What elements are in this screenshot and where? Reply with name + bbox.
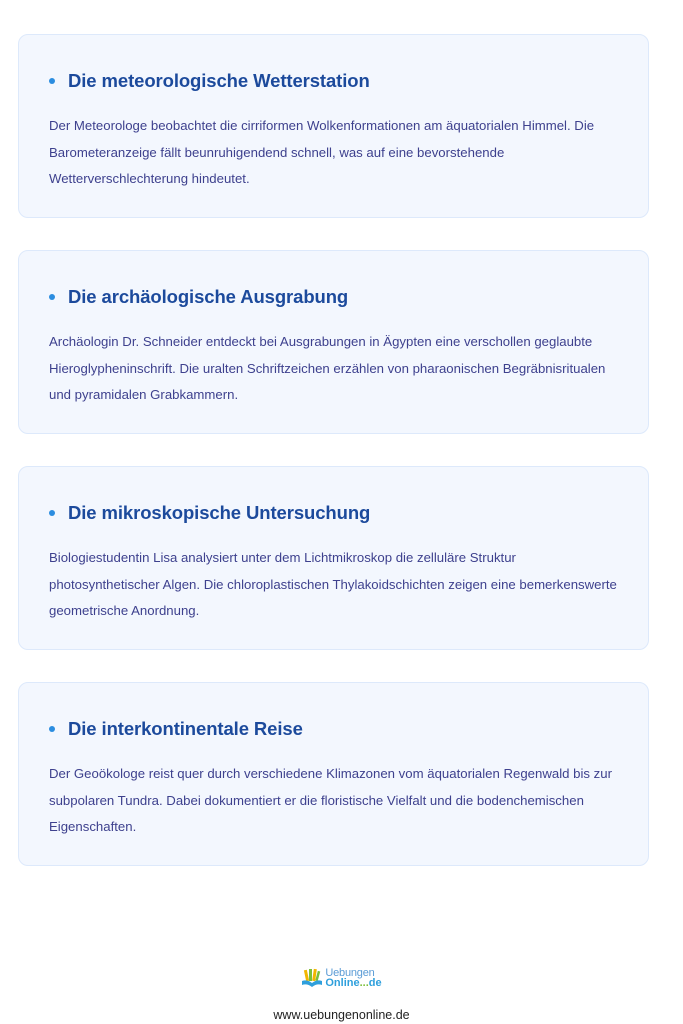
site-logo[interactable] [301,965,381,991]
bullet-icon [49,510,55,516]
logo-online: Online [325,977,360,989]
card-body: Der Meteorologe beobachtet die cirriformen Wolkenformationen am äquatorialen Himmel. Die Barometeranzeige fällt beunruhigendend schnell, was auf eine bevorstehende Wetterverschlechterung hindeutet. [49,118,595,186]
card-journey [18,682,649,866]
site-url[interactable]: www.uebungenonline.de [273,1008,410,1022]
logo-top-text: Uebungen [325,967,375,979]
card-title [49,69,618,93]
bullet-icon [49,726,55,732]
open-book-pencils-icon [301,967,323,989]
card-body: Archäologin Dr. Schneider entdeckt bei Ausgrabungen in Ägypten eine verschollen geglaubte Hieroglypheninschrift. Die uralten Schriftzeichen erzählen von pharaonischen Begräbnisritualen und pyramidalen Grabkammern. [49,334,606,402]
card-list [18,34,649,898]
footer [0,965,683,1022]
card-title-text: Die meteorologische Wetterstation [68,70,370,91]
card-title-text: Die archäologische Ausgrabung [68,286,349,307]
card-title-text: Die mikroskopische Untersuchung [68,502,371,523]
logo-suffix: de [368,977,382,989]
card-body: Biologiestudentin Lisa analysiert unter dem Lichtmikroskop die zelluläre Struktur photosynthetischer Algen. Die chloroplastischen Thylakoidschichten zeigen eine bemerkenswerte geometrische Anordnung. [49,550,617,618]
card-excavation [18,250,649,434]
bullet-icon [49,78,55,84]
logo-dots: ... [359,977,369,989]
card-title [49,285,618,309]
bullet-icon [49,294,55,300]
card-title [49,717,618,741]
card-title [49,501,618,525]
logo-bottom-text [325,978,381,988]
card-body: Der Geoökologe reist quer durch verschiedene Klimazonen vom äquatorialen Regenwald bis zur subpolaren Tundra. Dabei dokumentiert er die floristische Vielfalt und die bodenchemischen Eigenschaften. [49,766,612,834]
card-weather-station [18,34,649,218]
card-microscope [18,466,649,650]
card-title-text: Die interkontinentale Reise [68,718,303,739]
logo-text [325,968,381,988]
